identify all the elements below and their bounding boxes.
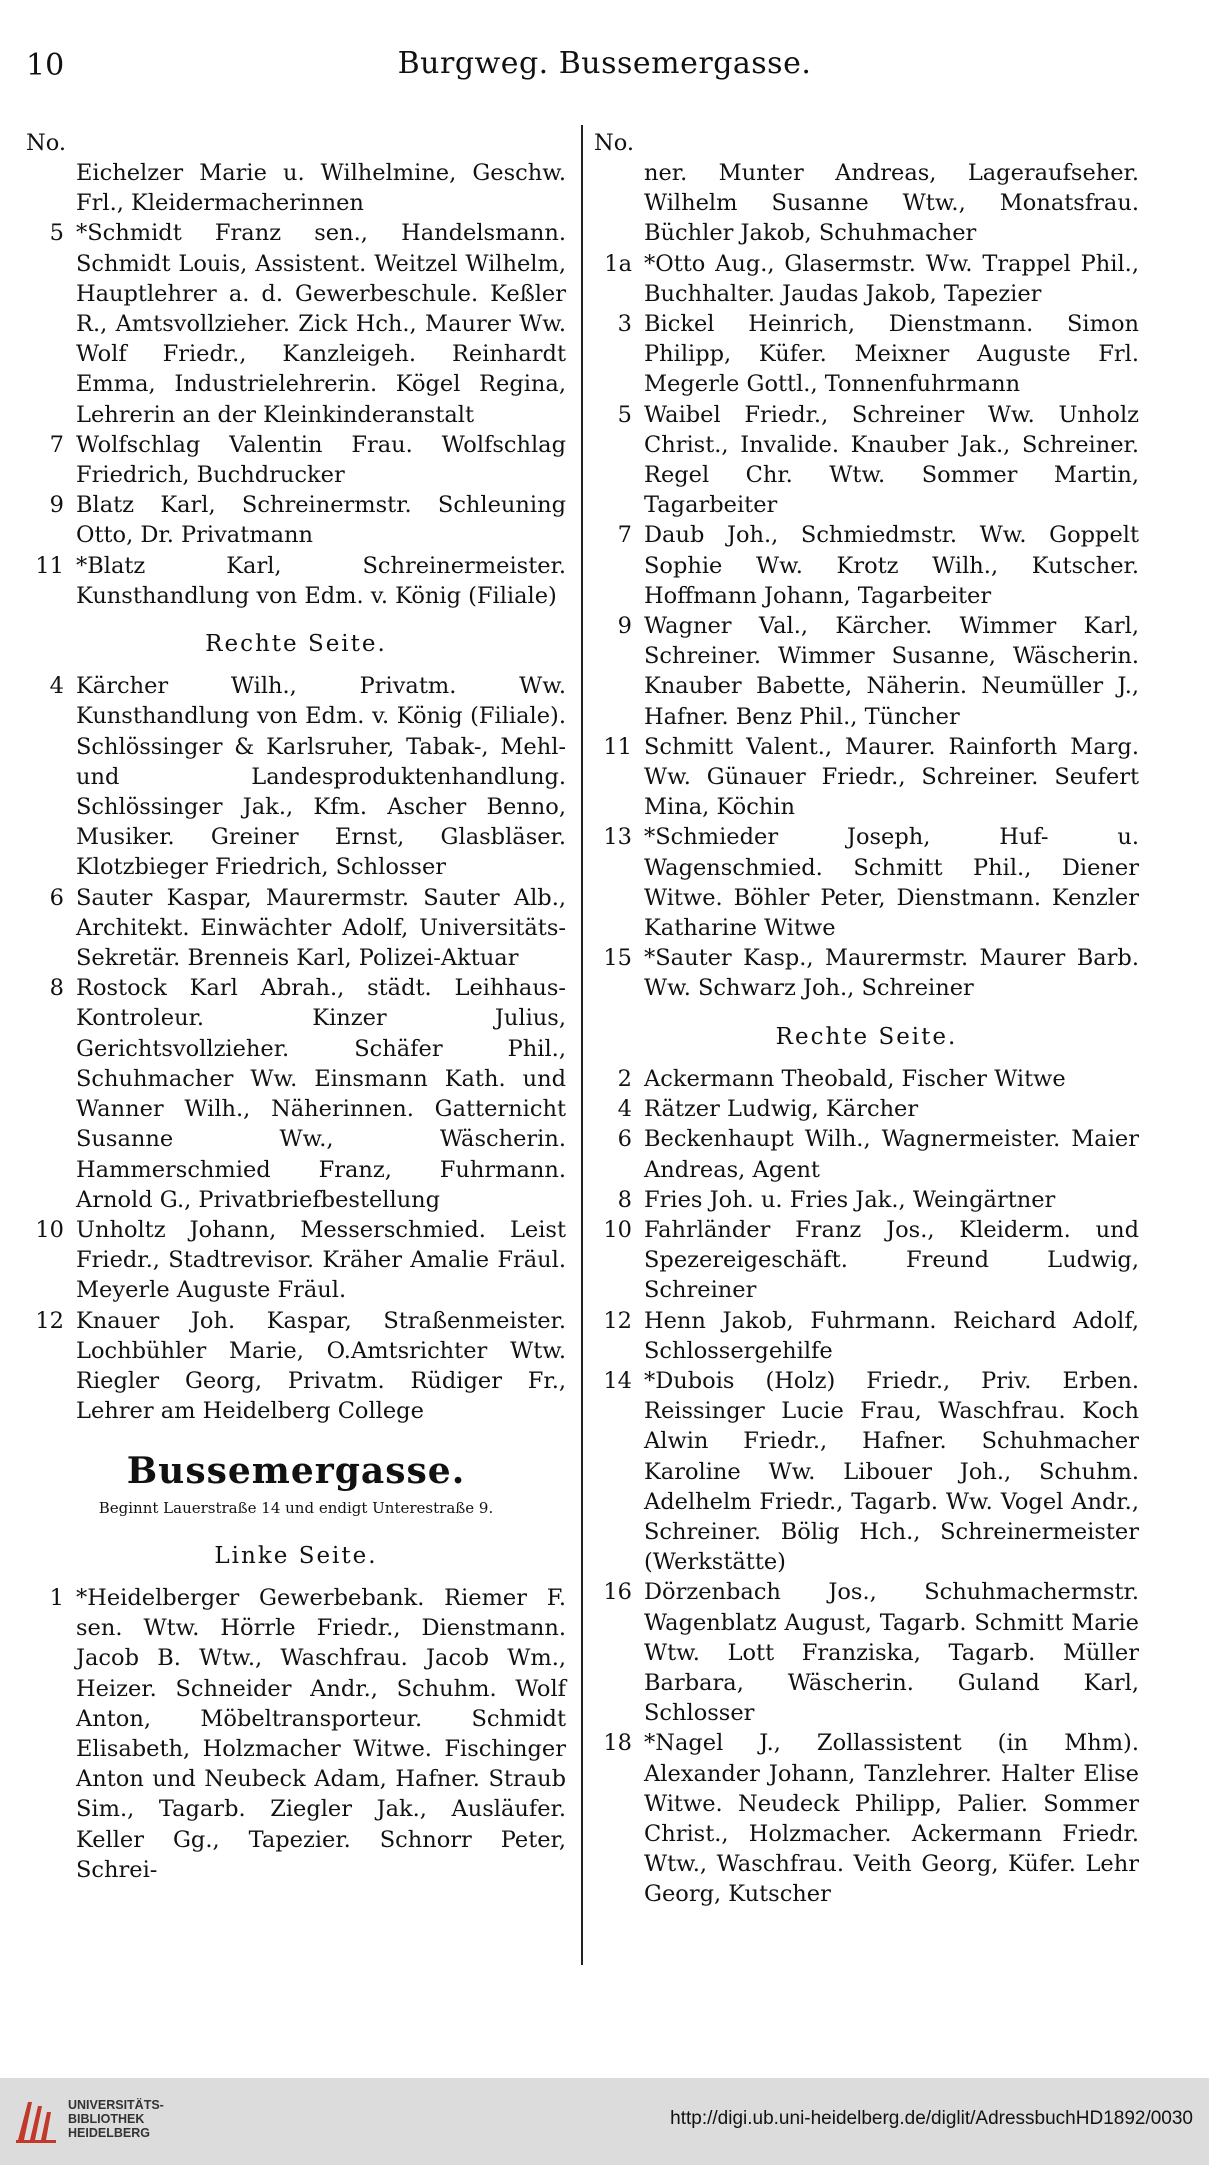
house-number: 7 xyxy=(617,522,632,549)
house-entry xyxy=(594,1185,1139,1215)
source-url-link[interactable]: http://digi.ub.uni-heidelberg.de/diglit/AdressbuchHD1892/0030 xyxy=(670,2108,1193,2129)
house-number: 12 xyxy=(35,1307,64,1334)
resident-list: Dörzenbach Jos., Schuhmachermstr. Wagenblatz August, Tagarb. Schmitt Marie Wtw. Lott Franziska, Tagarb. Müller Barbara, Wäscherin. Guland Karl, Schlosser xyxy=(644,1579,1139,1727)
resident-list: Bickel Heinrich, Dienstmann. Simon Philipp, Küfer. Meixner Auguste Frl. Megerle Gottl., Tonnenfuhrmann xyxy=(644,311,1139,398)
left-column xyxy=(26,128,566,1885)
page-number: 10 xyxy=(26,48,65,83)
entry-continuation: ner. Munter Andreas, Lageraufseher. Wilhelm Susanne Wtw., Monatsfrau. Büchler Jakob, Schuhmacher xyxy=(644,160,1139,247)
house-entry xyxy=(594,1094,1139,1124)
resident-list: *Blatz Karl, Schreinermeister. Kunsthandlung von Edm. v. König (Filiale) xyxy=(76,552,566,609)
column-divider xyxy=(581,125,583,1965)
right-column xyxy=(594,128,1139,1910)
section-heading: Linke Seite. xyxy=(214,1542,378,1569)
house-number: 5 xyxy=(617,401,632,428)
resident-list: Rätzer Ludwig, Kärcher xyxy=(644,1096,919,1123)
section-heading: Rechte Seite. xyxy=(205,631,387,658)
library-line-2: BIBLIOTHEK xyxy=(68,2112,145,2126)
house-number: 12 xyxy=(603,1307,632,1334)
house-number: 7 xyxy=(49,431,64,458)
house-number: 4 xyxy=(617,1096,632,1123)
house-entry xyxy=(594,732,1139,823)
house-number: 14 xyxy=(603,1367,632,1394)
house-number: 10 xyxy=(603,1216,632,1243)
resident-list: *Nagel J., Zollassistent (in Mhm). Alexander Johann, Tanzlehrer. Halter Elise Witwe. Neudeck Philipp, Palier. Sommer Christ., Holzmacher. Ackermann Friedr. Wtw., Waschfrau. Veith Georg, Küfer. Lehr Georg, Kutscher xyxy=(644,1730,1139,1908)
running-head: Burgweg. Bussemergasse. xyxy=(397,46,812,81)
house-entry xyxy=(26,1215,566,1306)
house-number: 16 xyxy=(603,1579,632,1606)
house-number: 8 xyxy=(617,1186,632,1213)
resident-list: Henn Jakob, Fuhrmann. Reichard Adolf, Schlossergehilfe xyxy=(644,1307,1139,1364)
resident-list: Fries Joh. u. Fries Jak., Weingärtner xyxy=(644,1186,1056,1213)
house-number: 18 xyxy=(603,1730,632,1757)
house-entry xyxy=(594,822,1139,943)
house-entry xyxy=(26,430,566,490)
house-entry xyxy=(594,1366,1139,1577)
house-number: 1 xyxy=(49,1584,64,1611)
house-number: 9 xyxy=(617,613,632,640)
house-entry xyxy=(594,400,1139,521)
house-number: 1a xyxy=(604,250,632,277)
house-entry xyxy=(594,520,1139,611)
resident-list: Fahrländer Franz Jos., Kleiderm. und Spezereigeschäft. Freund Ludwig, Schreiner xyxy=(644,1216,1139,1304)
house-entry xyxy=(26,551,566,611)
library-logo-icon xyxy=(14,2096,60,2144)
house-number: 11 xyxy=(603,733,632,760)
resident-list: Rostock Karl Abrah., städt. Leihhaus-Kontroleur. Kinzer Julius, Gerichtsvollzieher. Schäfer Phil., Schuhmacher Ww. Einsmann Kath. und Wanner Wilh., Näherinnen. Gatternicht Susanne Ww., Wäscherin. Hammerschmied Franz, Fuhrmann. Arnold G., Privatbriefbestellung xyxy=(76,975,566,1213)
house-entry xyxy=(594,611,1139,732)
resident-list: *Schmidt Franz sen., Handelsmann. Schmidt Louis, Assistent. Weitzel Wilhelm, Hauptlehrer a. d. Gewerbeschule. Keßler R., Amtsvollzieher. Zick Hch., Maurer Ww. Wolf Friedr., Kanzleigeh. Reinhardt Emma, Industrielehrerin. Kögel Regina, Lehrerin an der Kleinkinderanstalt xyxy=(76,220,566,428)
house-number: 2 xyxy=(617,1065,632,1092)
house-entry xyxy=(26,1306,566,1427)
resident-list: *Sauter Kasp., Maurermstr. Maurer Barb. Ww. Schwarz Joh., Schreiner xyxy=(644,945,1139,1002)
house-number: 15 xyxy=(603,945,632,972)
no-header-left: No. xyxy=(26,130,66,156)
house-entry xyxy=(594,1124,1139,1184)
resident-list: Knauer Joh. Kaspar, Straßenmeister. Lochbühler Marie, O.Amtsrichter Wtw. Riegler Georg, Privatm. Rüdiger Fr., Lehrer am Heidelberg College xyxy=(76,1307,566,1425)
resident-list: Kärcher Wilh., Privatm. Ww. Kunsthandlung von Edm. v. König (Filiale). Schlössinger & Karlsruher, Tabak-, Mehl- und Landesproduktenhandlung. Schlössinger Jak., Kfm. Ascher Benno, Musiker. Greiner Ernst, Glasbläser. Klotzbieger Friedrich, Schlosser xyxy=(76,673,566,881)
resident-list: Wolfschlag Valentin Frau. Wolfschlag Friedrich, Buchdrucker xyxy=(76,431,566,489)
house-number: 6 xyxy=(49,884,64,911)
entry-continuation: Eichelzer Marie u. Wilhelmine, Geschw. Frl., Kleidermacherinnen xyxy=(76,160,566,217)
house-number: 11 xyxy=(35,552,64,579)
house-number: 5 xyxy=(49,220,64,247)
house-entry xyxy=(26,973,566,1215)
resident-list: Unholtz Johann, Messerschmied. Leist Friedr., Stadtrevisor. Kräher Amalie Fräul. Meyerle Auguste Fräul. xyxy=(76,1216,566,1304)
house-entry xyxy=(594,1728,1139,1909)
house-entry xyxy=(594,249,1139,309)
house-number: 3 xyxy=(617,311,632,338)
house-entry xyxy=(26,218,566,429)
resident-list: Ackermann Theobald, Fischer Witwe xyxy=(644,1065,1066,1092)
library-line-3: HEIDELBERG xyxy=(68,2126,150,2140)
resident-list: Wagner Val., Kärcher. Wimmer Karl, Schreiner. Wimmer Susanne, Wäscherin. Knauber Babette, Näherin. Neumüller J., Hafner. Benz Phil., Tüncher xyxy=(644,613,1139,730)
library-name xyxy=(68,2098,164,2140)
house-entry xyxy=(26,671,566,882)
house-entry xyxy=(26,490,566,550)
resident-list: Daub Joh., Schmiedmstr. Ww. Goppelt Sophie Ww. Krotz Wilh., Kutscher. Hoffmann Johann, Tagarbeiter xyxy=(644,522,1139,609)
street-description: Beginnt Lauerstraße 14 und endigt Unterestraße 9. xyxy=(98,1498,494,1517)
house-entry xyxy=(594,309,1139,400)
house-entry xyxy=(26,1583,566,1885)
section-heading: Rechte Seite. xyxy=(775,1023,958,1050)
no-header-right: No. xyxy=(594,130,634,156)
resident-list: Blatz Karl, Schreinermstr. Schleuning Otto, Dr. Privatmann xyxy=(76,492,566,549)
library-line-1: UNIVERSITÄTS- xyxy=(68,2098,164,2112)
house-number: 13 xyxy=(603,824,632,851)
resident-list: Sauter Kaspar, Maurermstr. Sauter Alb., Architekt. Einwächter Adolf, Universitäts-Sekretär. Brenneis Karl, Polizei-Aktuar xyxy=(76,884,566,972)
house-entry xyxy=(594,1577,1139,1728)
resident-list: *Heidelberger Gewerbebank. Riemer F. sen. Wtw. Hörrle Friedr., Dienstmann. Jacob B. Wtw., Waschfrau. Jacob Wm., Heizer. Schneider Andr., Schuhm. Wolf Anton, Möbeltransporteur. Schmidt Elisabeth, Holzmacher Witwe. Fischinger Anton und Neubeck Adam, Hafner. Straub Sim., Tagarb. Ziegler Jak., Ausläufer. Keller Gg., Tapezier. Schnorr Peter, Schrei- xyxy=(76,1584,566,1883)
house-number: 6 xyxy=(617,1126,632,1153)
street-title: Bussemergasse. xyxy=(126,1450,466,1493)
resident-list: Schmitt Valent., Maurer. Rainforth Marg. Ww. Günauer Friedr., Schreiner. Seufert Mina, Köchin xyxy=(644,733,1139,821)
resident-list: Waibel Friedr., Schreiner Ww. Unholz Christ., Invalide. Knauber Jak., Schreiner. Regel Chr. Wtw. Sommer Martin, Tagarbeiter xyxy=(644,401,1139,519)
house-entry xyxy=(594,1215,1139,1306)
footer-bar xyxy=(0,2078,1209,2165)
house-number: 10 xyxy=(35,1216,64,1243)
resident-list: Beckenhaupt Wilh., Wagnermeister. Maier Andreas, Agent xyxy=(644,1126,1139,1183)
resident-list: *Dubois (Holz) Friedr., Priv. Erben. Reissinger Lucie Frau, Waschfrau. Koch Alwin Friedr., Hafner. Schuhmacher Karoline Ww. Libouer Joh., Schuhm. Adelhelm Friedr., Tagarb. Ww. Vogel Andr., Schreiner. Bölig Hch., Schreinermeister (Werkstätte) xyxy=(644,1367,1139,1576)
house-entry xyxy=(594,1306,1139,1366)
resident-list: *Schmieder Joseph, Huf- u. Wagenschmied. Schmitt Phil., Diener Witwe. Böhler Peter, Dienstmann. Kenzler Katharine Witwe xyxy=(644,824,1139,942)
house-number: 9 xyxy=(49,492,64,519)
house-number: 8 xyxy=(49,975,64,1002)
house-entry xyxy=(26,883,566,974)
house-number: 4 xyxy=(49,673,64,700)
house-entry xyxy=(594,943,1139,1003)
house-entry xyxy=(594,1064,1139,1094)
resident-list: *Otto Aug., Glasermstr. Ww. Trappel Phil., Buchhalter. Jaudas Jakob, Tapezier xyxy=(644,250,1139,307)
